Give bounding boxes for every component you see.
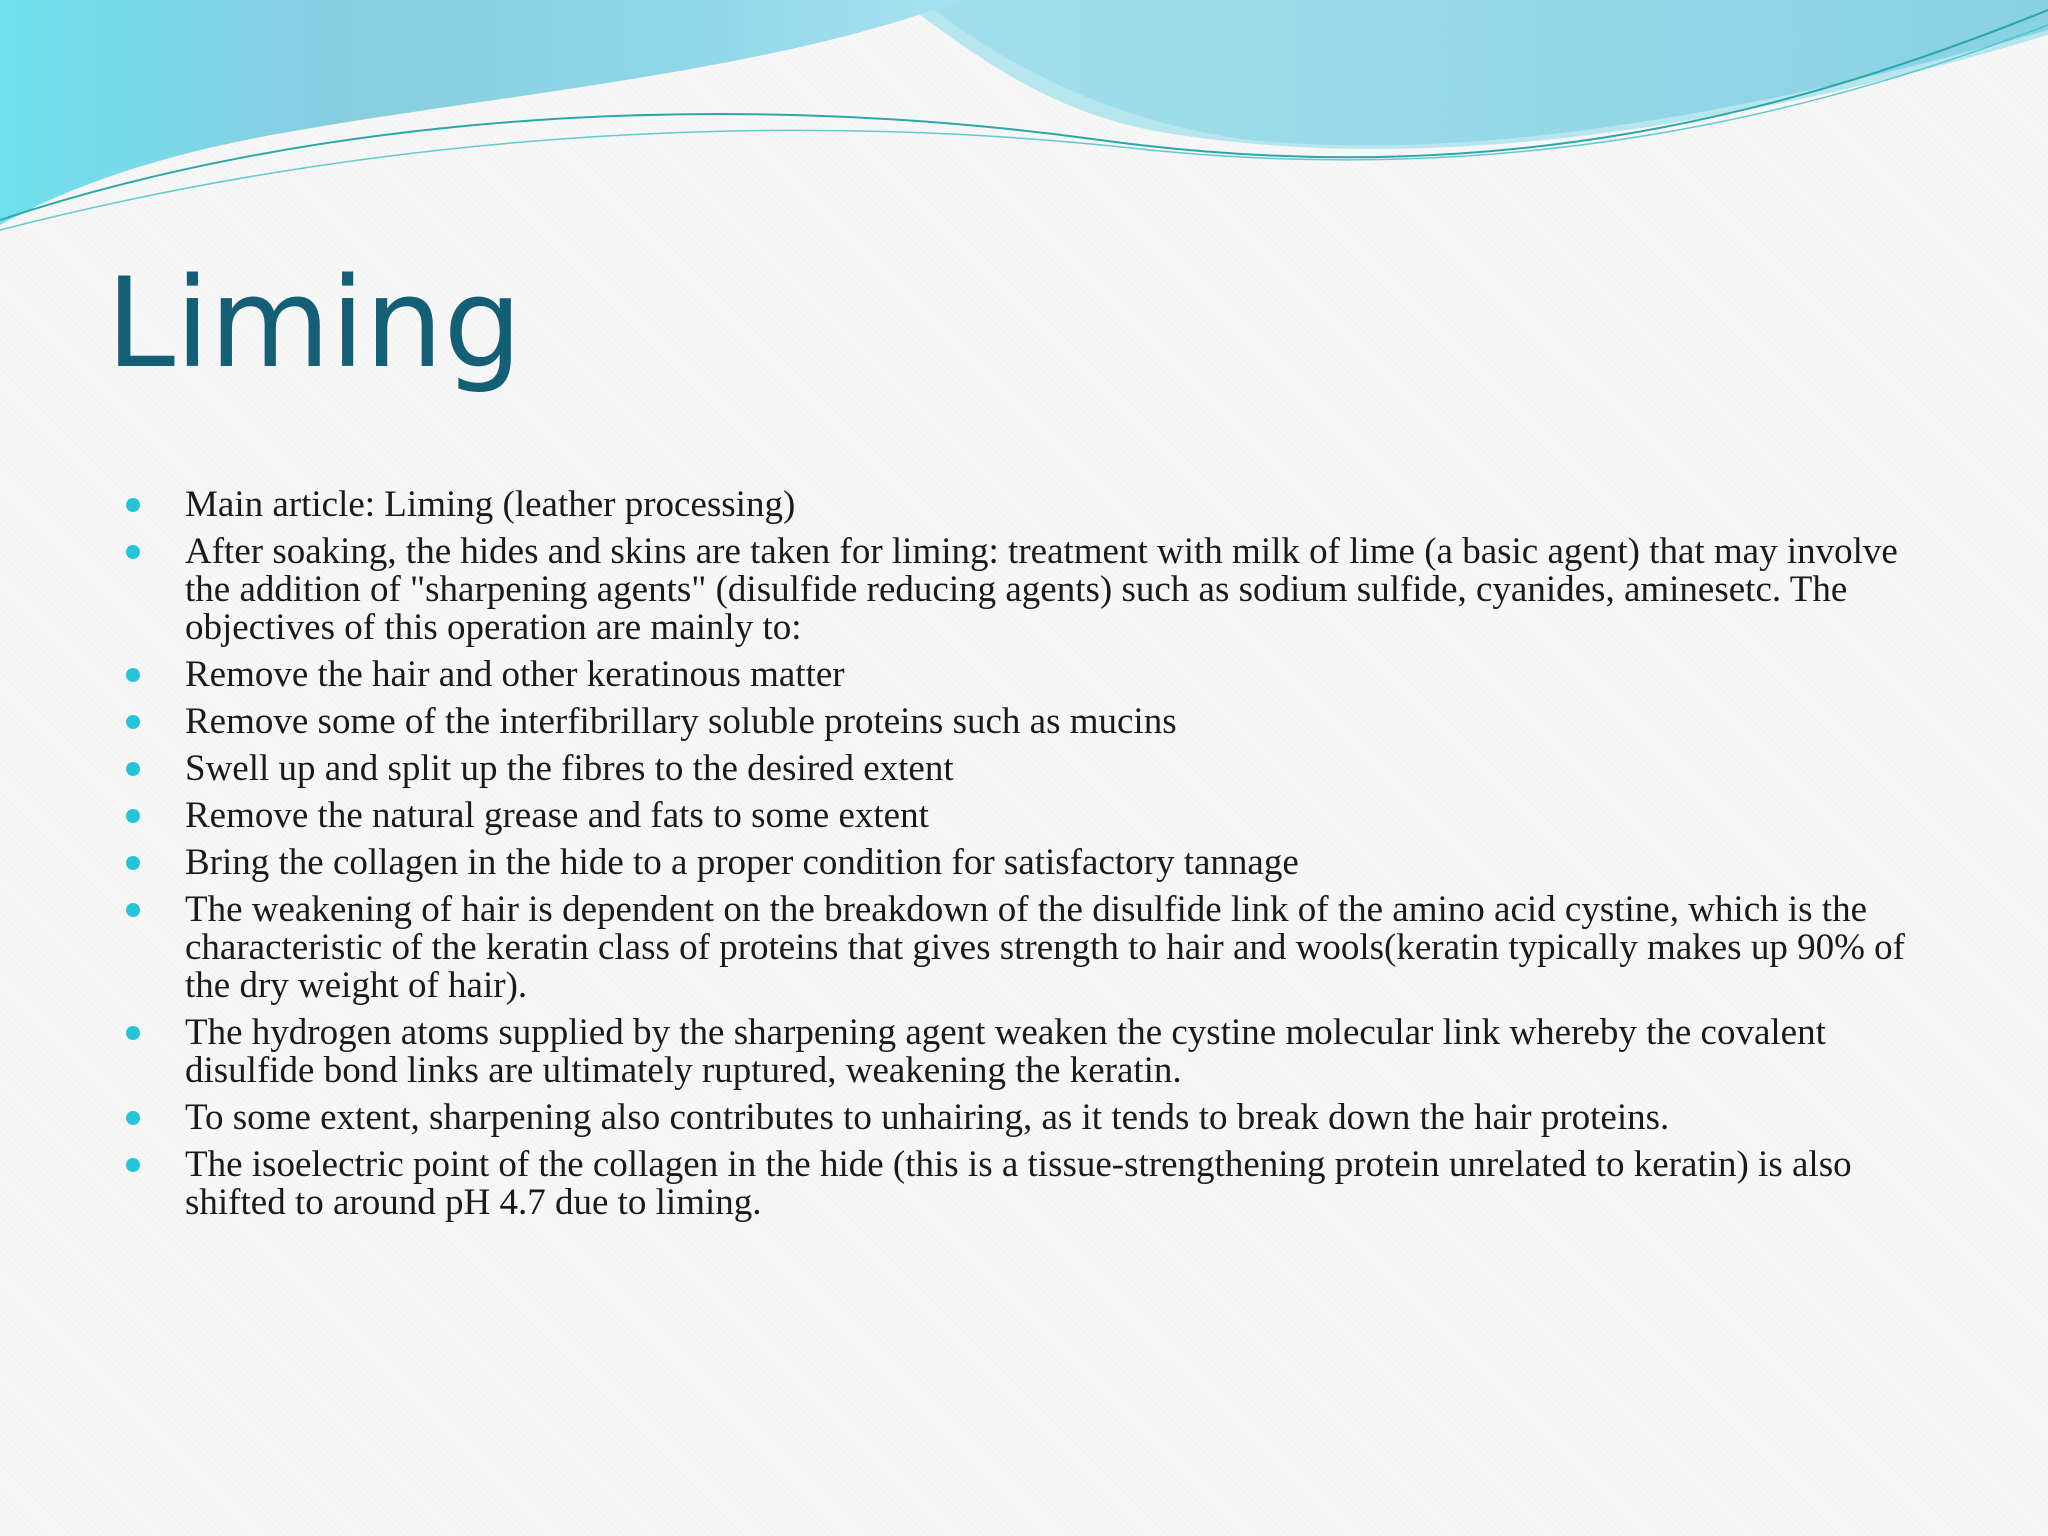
bullet-icon: [126, 545, 140, 559]
bullet-text: Remove some of the interfibrillary soluble proteins such as mucins: [185, 701, 1177, 742]
bullet-text: Swell up and split up the fibres to the desired extent: [185, 748, 954, 789]
bullet-icon: [126, 715, 140, 729]
bullet-item: [126, 1014, 1926, 1090]
bullet-text: The hydrogen atoms supplied by the sharpening agent weaken the cystine molecular link whereby the covalent disulfide bond links are ultimately ruptured, weakening the keratin.: [185, 1012, 1826, 1091]
bullet-item: [126, 533, 1926, 647]
bullet-item: [126, 1099, 1926, 1137]
slide-title: Liming: [106, 252, 523, 396]
bullet-list: [126, 486, 1926, 1231]
bullet-item: [126, 750, 1926, 788]
bullet-icon: [126, 903, 140, 917]
bullet-icon: [126, 809, 140, 823]
bullet-icon: [126, 1026, 140, 1040]
bullet-text: After soaking, the hides and skins are taken for liming: treatment with milk of lime (a basic agent) that may involve the addition of "sharpening agents" (disulfide reducing agents) such as sodium sulfide, cyanides, aminesetc. The objectives of this operation are mainly to:: [185, 531, 1898, 648]
bullet-icon: [126, 1158, 140, 1172]
bullet-icon: [126, 668, 140, 682]
bullet-item: [126, 703, 1926, 741]
bullet-text: Remove the hair and other keratinous matter: [185, 654, 845, 695]
bullet-item: [126, 486, 1926, 524]
bullet-item: [126, 797, 1926, 835]
bullet-text: The isoelectric point of the collagen in the hide (this is a tissue-strengthening protein unrelated to keratin) is also shifted to around pH 4.7 due to liming.: [185, 1144, 1852, 1223]
bullet-text: Bring the collagen in the hide to a proper condition for satisfactory tannage: [185, 842, 1299, 883]
header-wave-decoration: [0, 0, 2048, 240]
bullet-icon: [126, 498, 140, 512]
bullet-item: [126, 1146, 1926, 1222]
bullet-icon: [126, 856, 140, 870]
bullet-item: [126, 656, 1926, 694]
bullet-item: [126, 844, 1926, 882]
bullet-item: [126, 891, 1926, 1005]
bullet-text: To some extent, sharpening also contributes to unhairing, as it tends to break down the hair proteins.: [185, 1097, 1670, 1138]
bullet-text: Main article: Liming (leather processing): [185, 484, 796, 525]
bullet-text: Remove the natural grease and fats to some extent: [185, 795, 929, 836]
wave-front-shape: [0, 0, 960, 225]
bullet-text: The weakening of hair is dependent on the breakdown of the disulfide link of the amino acid cystine, which is the characteristic of the keratin class of proteins that gives strength to hair and wools(keratin typically makes up 90% of the dry weight of hair).: [185, 889, 1905, 1006]
bullet-icon: [126, 1111, 140, 1125]
bullet-icon: [126, 762, 140, 776]
